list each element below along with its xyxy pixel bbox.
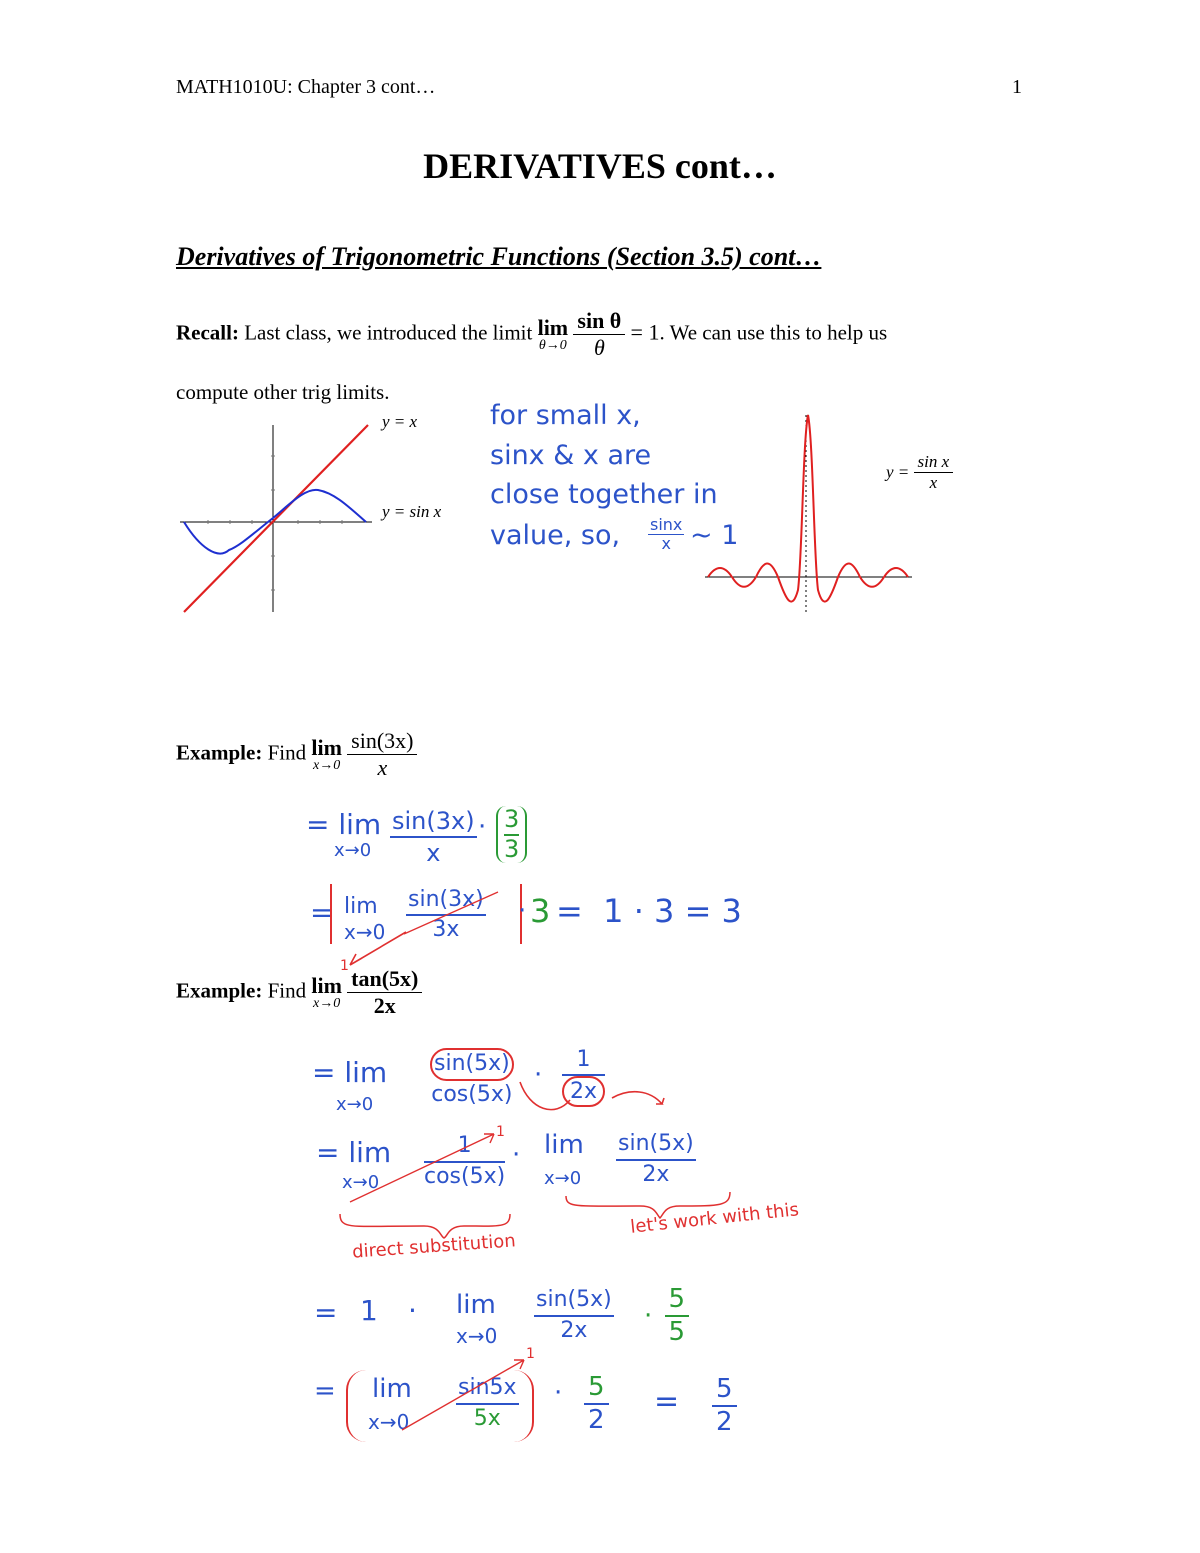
ex1-step1-sub: x→0 [334,840,372,861]
ex2-step3-dot: · [408,1294,417,1327]
note-approx: ~ 1 [690,520,739,551]
ex1-step1-green: 3 3 [496,806,527,863]
ex2-step3-eq: = [314,1296,338,1329]
ex2-step1-dot: · [534,1060,543,1090]
example1-fraction: $\frac{\sin(3x)}{x}$ [347,728,417,781]
ex2-step1-frac2: 1 2x [562,1046,605,1107]
ex2-step4-frac: sin5x 5x [458,1375,517,1431]
note-line2: sinx & x are [490,440,652,471]
ex2-step2-lim2: lim [544,1130,584,1160]
recall-fraction: $\frac{\text{sin θ}}{\theta}$ [573,308,625,361]
ex2-step4-eq2: = [654,1384,680,1419]
example1-limit: lim x→0 [311,734,342,773]
graph2-label: y = $\frac{\text{sin x}}{x}$ [886,452,953,493]
ex2-note-direct: direct substitution [351,1230,517,1263]
label-y-equals-sinx: y = sin x [382,502,442,521]
ex2-step4-lim: lim [372,1374,412,1404]
ex2-step1-eq: = lim [312,1056,388,1089]
ex2-step2-sub2: x→0 [544,1168,582,1189]
recall-text-after: . We can use this to help us [659,320,888,345]
ex2-step4-green: 5 2 [584,1372,609,1436]
ex2-step3-one: 1 [360,1294,378,1327]
note-line1: for small x, [490,400,641,431]
ex1-step2-eq: = [310,896,334,929]
example2-fraction: $\frac{\tan(5x)}{2x}$ [347,966,422,1019]
ex2-step1-frac: sin(5x) cos(5x) [430,1048,514,1109]
example2-label: Example: [176,978,263,1003]
note-fraction: sinx x [650,515,683,554]
ex2-step2-eq: = lim [316,1136,392,1169]
ex1-step2-frac: sin(3x) 3x [408,887,484,942]
ex2-step2-dot: · [512,1140,521,1170]
section-heading: Derivatives of Trigonometric Functions (Section 3.5) cont… [176,242,822,271]
recall-limit: lim θ→0 [537,314,569,353]
ex2-step2-frac: 1 cos(5x) [424,1133,506,1189]
ex2-step3-lim: lim [456,1290,496,1320]
ex1-step2-dot: · [518,896,527,926]
note-line3: close together in [490,479,718,510]
page-title: DERIVATIVES cont… [423,146,777,186]
ex2-step2-one: 1 [496,1124,505,1140]
ex1-step1-eq: = lim [306,808,382,841]
running-header: MATH1010U: Chapter 3 cont… [176,76,436,98]
example2-find: Find [267,978,307,1003]
recall-line2: compute other trig limits. [176,380,390,404]
ex2-step4-eq: = [314,1376,336,1406]
example1-find: Find [267,740,307,765]
ex2-step4-result: 5 2 [712,1374,737,1438]
ex1-step2-three: 3 [530,892,551,930]
ex2-step4-one: 1 [526,1346,535,1362]
ex2-step4-sub: x→0 [368,1410,410,1434]
ex2-step3-frac: sin(5x) 2x [536,1287,612,1343]
ex1-step1-dot: · [478,812,487,842]
recall-text: Last class, we introduced the limit [244,320,533,345]
ex2-step4-dot: · [554,1378,563,1408]
ex1-step2-one: 1 [340,958,349,974]
recall-label: Recall: [176,320,239,345]
ex2-step2-sub: x→0 [342,1172,380,1193]
note-line4: value, so, [490,520,621,551]
ex2-step3-green: · $\frac{5}{5}$ [644,1284,689,1348]
label-y-equals-x: y = x [382,412,418,431]
ex2-note-work: let's work with this [629,1199,800,1238]
example1-label: Example: [176,740,263,765]
recall-equals: = 1 [630,319,660,345]
page-number: 1 [1012,76,1022,98]
ex2-step3-sub: x→0 [456,1324,498,1348]
ex1-step1-frac: sin(3x) x [392,807,475,867]
ex1-step2-lim: lim [344,894,378,919]
ex1-step2-rest: = 1 · 3 = 3 [556,892,742,930]
ex2-step2-frac2: sin(5x) 2x [618,1131,694,1187]
ex1-step2-sub: x→0 [344,920,386,944]
example2-limit: lim x→0 [311,972,342,1011]
ex2-step1-sub: x→0 [336,1094,374,1115]
